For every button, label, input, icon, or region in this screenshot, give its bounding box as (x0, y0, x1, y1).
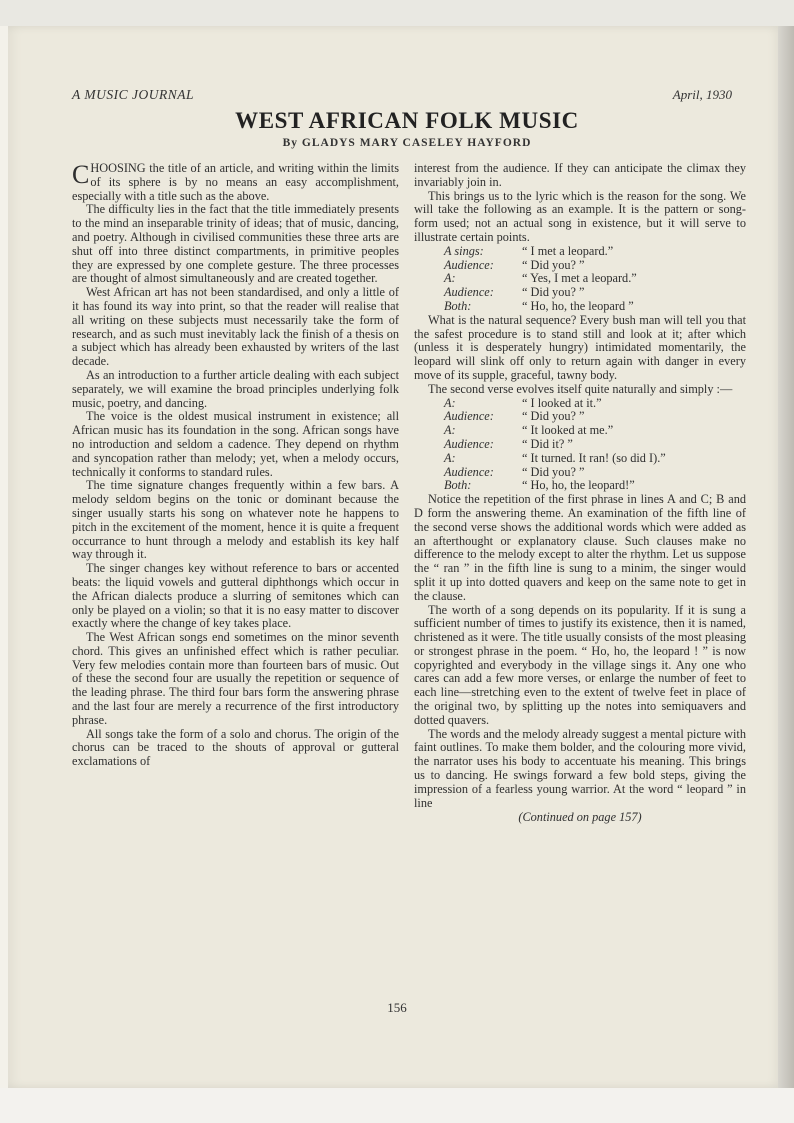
paragraph: interest from the audience. If they can anticipate the climax they invariably join in. (414, 161, 746, 189)
paragraph: The difficulty lies in the fact that the title immediately presents to the mind an inseparable trinity of ideas; that of music, dancing, and poetry. Although in civilised communities these three arts are shut off into three distinct compartments, in primitive peoples they are expressed by one complete gesture. The three processes are thought of almost simultaneously and are created together. (72, 202, 399, 286)
song-text: “ Did you? ” (522, 257, 585, 272)
paragraph: The voice is the oldest musical instrument in existence; all African music has its foundation in the song. African songs have no introduction and seldom a cadence. They depend on rhythm and syncopation rather than melody; yet, when a melody occurs, technically it conforms to standard rules. (72, 409, 399, 479)
running-head-journal: A MUSIC JOURNAL (72, 87, 194, 102)
article-byline: By GLADYS MARY CASELEY HAYFORD (282, 137, 532, 149)
paragraph: The West African songs end sometimes on the minor seventh chord. This gives an unfinished effect which is rather peculiar. Very few melodies contain more than fourteen bars of music. Out of these the second four are usually the repetition or sequence of the leading phrase. The third four bars form the answering phrase and the last four are merely a recurrence of the first introductory phrase. (72, 630, 399, 727)
song-text: “ Did it? ” (522, 436, 573, 451)
paragraph: All songs take the form of a solo and chorus. The origin of the chorus can be traced to the shouts of approval or gutteral exclamations of (72, 726, 399, 769)
song-text: “ It looked at me.” (522, 423, 614, 438)
drop-cap: C (72, 160, 90, 189)
song-speaker: Audience: (444, 285, 494, 300)
song-text: “ Did you? ” (522, 285, 585, 300)
paragraph: The second verse evolves itself quite naturally and simply :— (428, 381, 733, 396)
song-speaker: A: (444, 271, 456, 286)
song-speaker: A: (444, 395, 456, 410)
scan-bottom-margin (0, 1088, 794, 1123)
paragraph: This brings us to the lyric which is the reason for the song. We will take the following as an example. It is the pattern or song-form used; not an actual song in existence, but it will serve to illustrate certain points. (414, 188, 746, 244)
song-text: “ Did you? ” (522, 464, 585, 479)
song-speaker: A: (444, 450, 456, 465)
song-line (444, 397, 666, 411)
paragraph: The worth of a song depends on its popularity. If it is sung a sufficient number of times to justify its existence, then it is named, christened as it were. The title usually consists of the most pleasing or strongest phrase in the poem. “ Ho, ho, the leopard ! ” is now copyrighted and everybody in the village sings it. Any one who cares can add a few more verses, or enlarge the number of feet to each line—stretching even to the extent of twelve feet in place of the original two, by splitting up the notes into semiquavers and dotted quavers. (414, 602, 746, 727)
song-speaker: Both: (444, 478, 472, 493)
paragraph: The words and the melody already suggest a mental picture with faint outlines. To make them bolder, and the colouring more vivid, the narrator uses his body to accentuate his meaning. This brings us to dancing. He swings forward a few bold steps, giving the impression of a fearless young warrior. At the word “ leopard ” in line (414, 726, 746, 810)
paragraph: The time signature changes frequently within a few bars. A melody seldom begins on the tonic or dominant because the singer usually starts his song on whatever note he happens to pitch in the excitement of the moment, hence it is quite a frequent occurrance to hunt through a melody and establish its key half way through it. (72, 478, 399, 562)
song-line (444, 300, 637, 314)
paragraph: What is the natural sequence? Every bush man will tell you that the safest procedure is to stand still and look at it; after which (unless it is desperately hungry) intimidated momentarily, the leopard will slink off only to return again with danger in every move of its supple, graceful, tawny body. (414, 312, 746, 382)
song-line (444, 245, 637, 259)
song-line (444, 410, 666, 424)
song-text: “ Ho, ho, the leopard!” (522, 478, 635, 493)
song-line (444, 479, 666, 493)
song-text: “ Yes, I met a leopard.” (522, 271, 637, 286)
song-line (444, 424, 666, 438)
paragraph (72, 162, 399, 203)
song-speaker: Audience: (444, 257, 494, 272)
paragraph: The singer changes key without reference to bars or accented beats: the liquid vowels and gutteral diphthongs which occur in the African dialects produce a slurring of semitones which can only be played on a violin; so that it is no easy matter to discover exactly where the change of key takes place. (72, 561, 399, 631)
paragraph: Notice the repetition of the first phrase in lines A and C; B and D form the answering theme. An examination of the fifth line of the second verse shows the additional words which were added as an afterthought or explanatory clause. Such clauses make no difference to the melody except to alter the rhythm. Let us suppose the “ ran ” in the fifth line is sung to a minim, the singer would split it up into dotted quavers and keep on the same note to get in the clause. (414, 492, 746, 603)
paragraph: As an introduction to a further article dealing with each subject separately, we will examine the broad principles underlying folk music, poetry, and dancing. (72, 367, 399, 410)
song-speaker: A sings: (444, 243, 484, 258)
page-number: 156 (387, 1000, 407, 1015)
song-text: “ I met a leopard.” (522, 243, 614, 258)
song-line (444, 286, 637, 300)
song-speaker: A: (444, 423, 456, 438)
paragraph: West African art has not been standardised, and only a little of it has found its way into print, so that the reader will realise that all writing on these subjects must necessarily take the form of research, and as such must inevitably lack the finish of a thesis on a subject which has already been exhausted by writers of the last decade. (72, 285, 399, 369)
song-text: “ I looked at it.” (522, 395, 602, 410)
song-verse-one (444, 245, 637, 314)
right-column (414, 162, 746, 825)
scan-top-margin (0, 0, 794, 26)
page-edge-shadow (778, 26, 794, 1088)
song-line (444, 466, 666, 480)
song-text: “ Did you? ” (522, 409, 585, 424)
song-text: “ It turned. It ran! (so did I).” (522, 450, 666, 465)
paragraph-text: HOOSING the title of an article, and writing within the limits of its sphere is by no means an easy accomplishment, especially with a title such as the above. (72, 161, 399, 203)
running-head-date: April, 1930 (672, 87, 732, 102)
song-text: “ Ho, ho, the leopard ” (522, 298, 634, 313)
song-speaker: Audience: (444, 436, 494, 451)
song-speaker: Audience: (444, 464, 494, 479)
song-speaker: Audience: (444, 409, 494, 424)
song-line (444, 272, 637, 286)
left-column (72, 162, 399, 769)
article-title: WEST AFRICAN FOLK MUSIC (235, 108, 579, 133)
song-line (444, 438, 666, 452)
song-line (444, 452, 666, 466)
song-line (444, 259, 637, 273)
song-speaker: Both: (444, 298, 472, 313)
continued-note: (Continued on page 157) (518, 810, 642, 825)
song-verse-two (444, 397, 666, 494)
